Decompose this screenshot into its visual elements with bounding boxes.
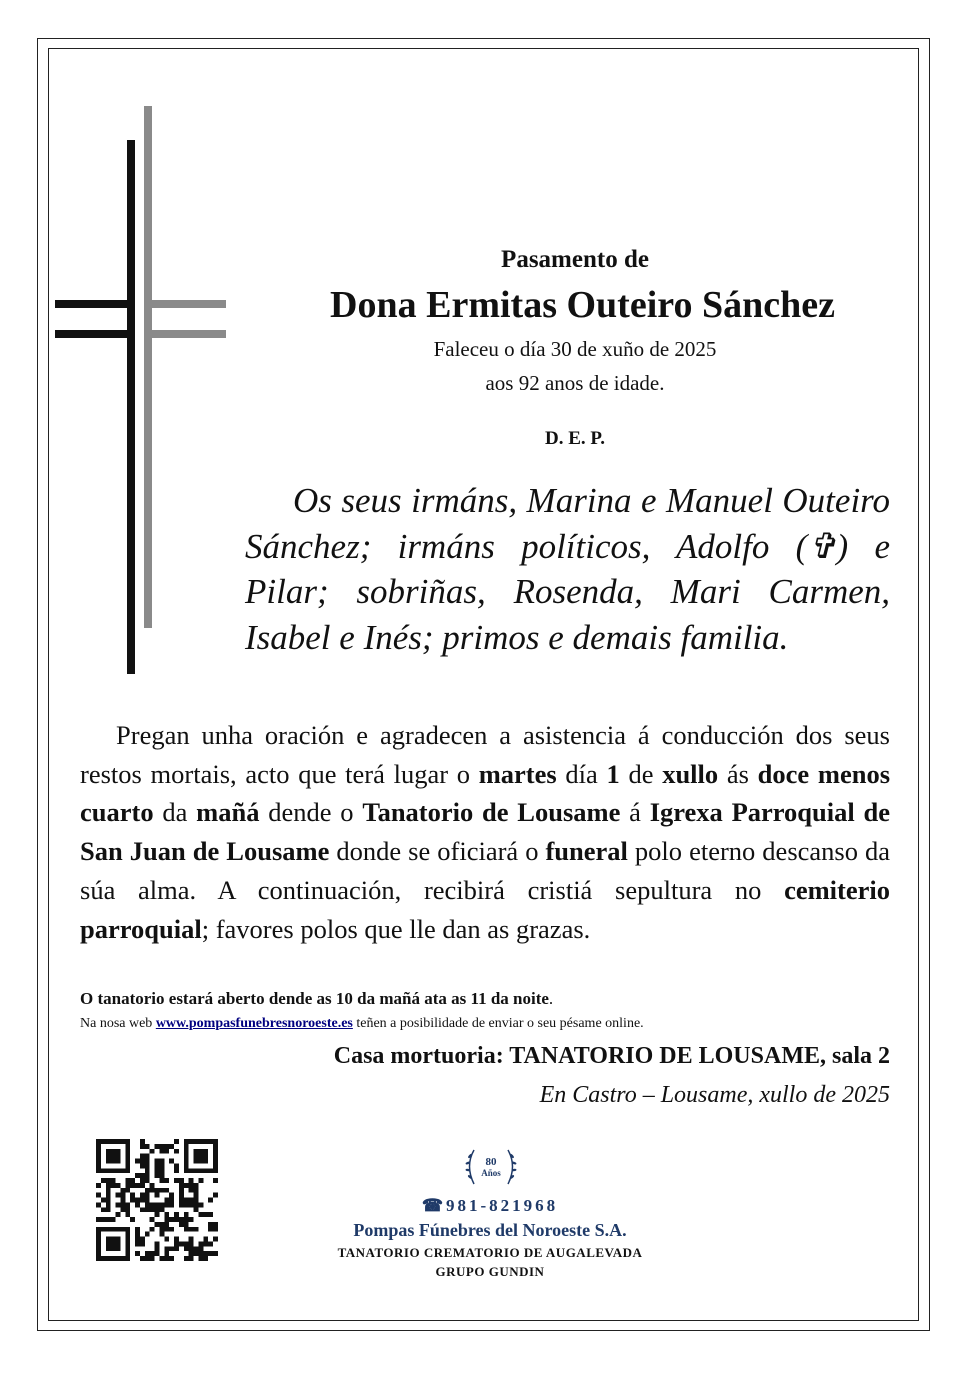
heading: Pasamento de <box>501 246 649 273</box>
deceased-name: Dona Ermitas Outeiro Sánchez <box>330 284 835 326</box>
mortuary-room: , sala 2 <box>819 1043 890 1069</box>
badge-number: 80 <box>485 1156 497 1168</box>
mortuary-label: Casa mortuoria: TANATORIO DE LOUSAME <box>333 1043 820 1069</box>
ceremony-text <box>80 716 890 948</box>
day-number: 1 <box>606 758 620 789</box>
place-date: En Castro – Lousame, xullo de 2025 <box>539 1082 890 1108</box>
dep-mark: D. E. P. <box>544 428 605 449</box>
time-of-day: mañá <box>196 797 260 828</box>
group-name: GRUPO GUNDIN <box>435 1264 545 1279</box>
inner-border <box>48 48 919 1321</box>
time: doce menos cuarto <box>80 758 891 828</box>
family-list <box>245 478 890 660</box>
text-segment: donde se oficiará o <box>329 836 546 867</box>
day-name: martes <box>478 758 557 789</box>
death-date: Faleceu o día 30 de xuño de 2025 <box>433 337 717 361</box>
mortuary-line <box>334 1043 890 1070</box>
text-segment: de <box>619 758 663 789</box>
web-note-prefix: Na nosa web <box>80 1016 156 1031</box>
text-segment: dende o <box>259 797 363 828</box>
qr-code-icon[interactable] <box>96 1139 218 1261</box>
text-segment: á <box>620 797 650 828</box>
month: xullo <box>662 758 719 789</box>
web-note-suffix: teñen a posibilidade de enviar o seu pésame online. <box>352 1016 644 1031</box>
funeral-word: funeral <box>545 836 628 867</box>
text-segment: ás <box>718 758 758 789</box>
anniversary-badge-icon <box>460 1140 522 1196</box>
text-segment: da <box>153 797 197 828</box>
phone-number: ☎981-821968 <box>421 1196 559 1215</box>
company-name: Pompas Fúnebres del Noroeste S.A. <box>353 1220 627 1240</box>
website-link[interactable]: www.pompasfunebresnoroeste.es <box>155 1016 353 1031</box>
age: aos 92 anos de idade. <box>485 371 665 395</box>
church-name: Igrexa Parroquial de San Juan de Lousame <box>80 797 891 867</box>
opening-hours-text: O tanatorio estará aberto dende as 10 da mañá ata as 11 da noite <box>80 989 549 1008</box>
text-segment: día <box>556 758 607 789</box>
web-note <box>80 1016 644 1032</box>
origin-place: Tanatorio de Lousame <box>362 797 621 828</box>
text-segment: Pregan unha oración e agradecen a asistencia á conducción dos seus restos mortais, acto que terá lugar o <box>80 720 890 789</box>
company-subtitle: TANATORIO CREMATORIO DE AUGALEVADA <box>337 1245 643 1260</box>
cemetery: cemiterio parroquial <box>80 874 890 944</box>
text-segment: ; favores polos que lle dan as grazas. <box>201 913 591 944</box>
badge-word: Años <box>481 1168 501 1178</box>
opening-hours-period: . <box>548 989 554 1008</box>
family-text: Os seus irmáns, Marina e Manuel Outeiro Sánchez; irmáns políticos, Adolfo (✞) e Pilar; sobriñas, Rosenda, Mari Carmen, Isabel e Inés; primos e demais familia. <box>245 481 890 657</box>
text-segment: polo eterno descanso da súa alma. A continuación, recibirá cristiá sepultura no <box>80 836 891 905</box>
opening-hours-note <box>80 989 553 1009</box>
